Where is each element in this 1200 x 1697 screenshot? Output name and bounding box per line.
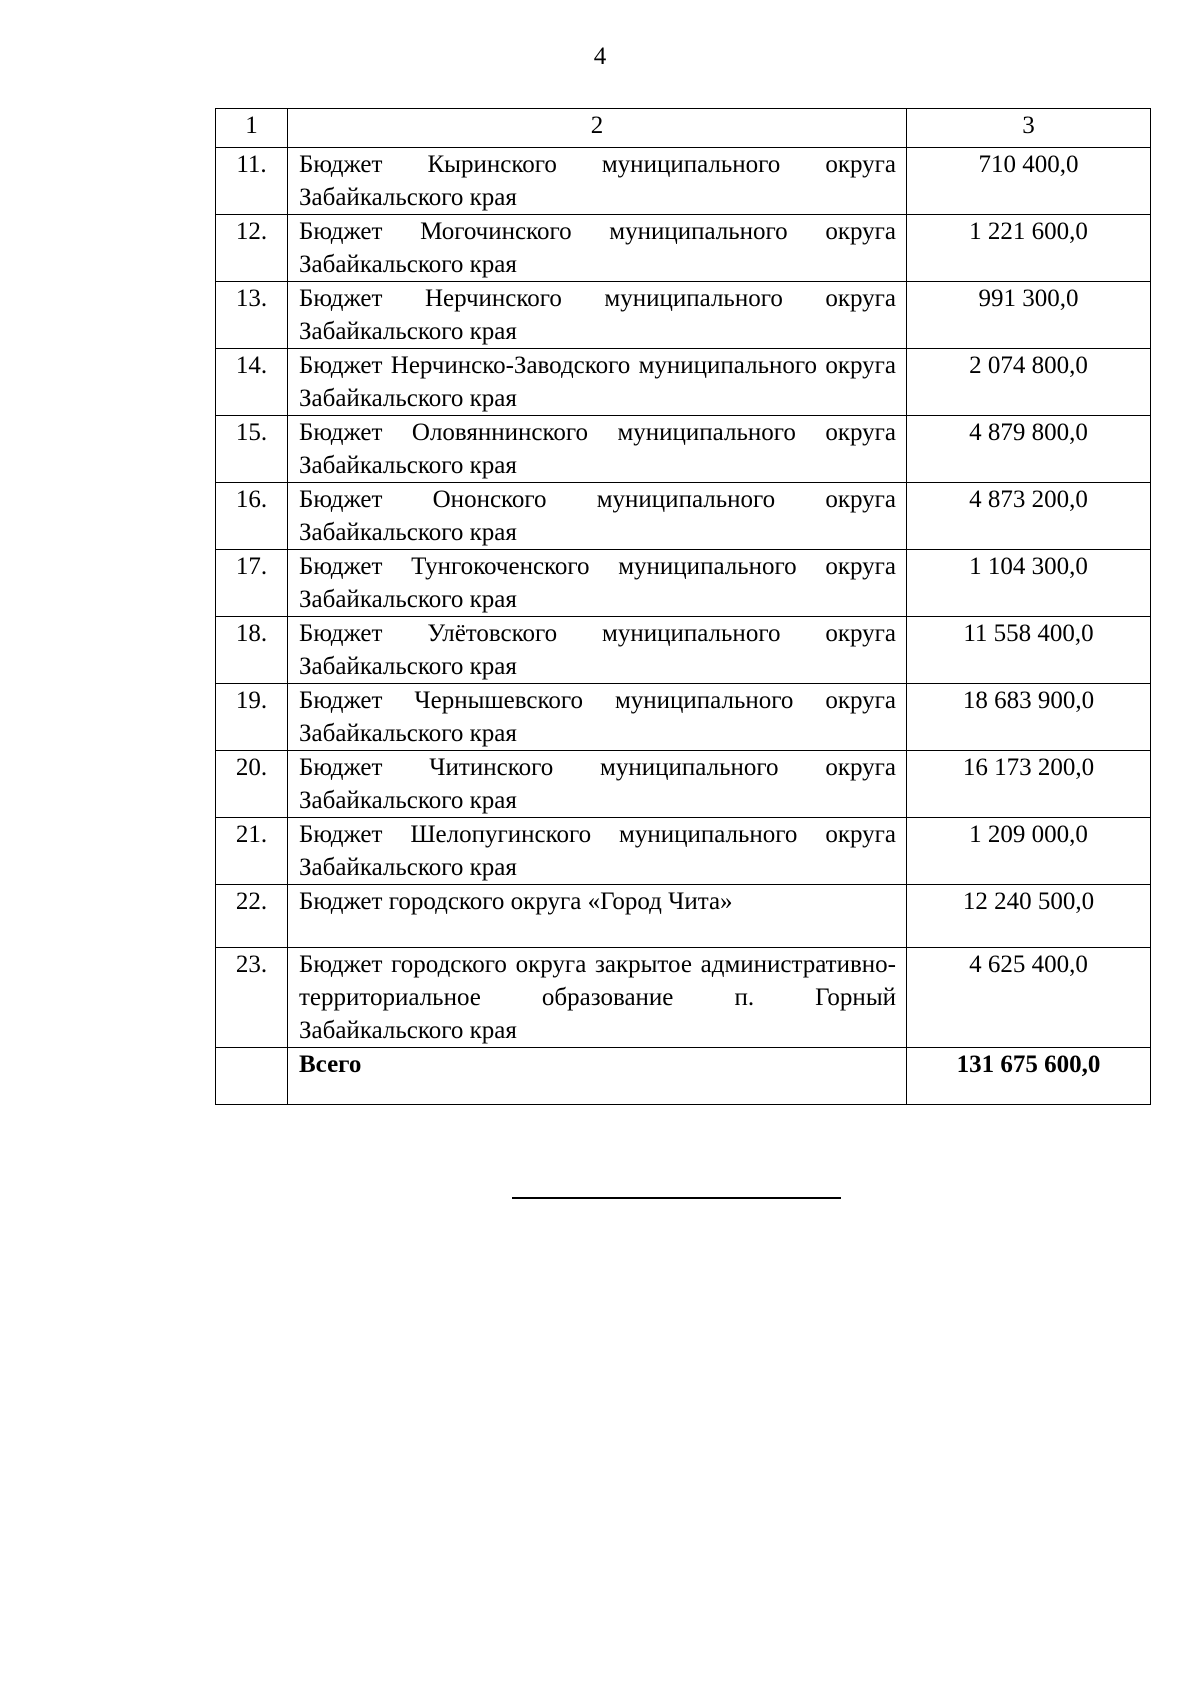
budget-amount: 4 873 200,0 — [907, 483, 1151, 550]
table-row — [216, 550, 1151, 617]
column-header-3: 3 — [907, 109, 1151, 148]
budget-amount: 16 173 200,0 — [907, 751, 1151, 818]
budget-name: Бюджет Тунгокоченского муниципального округа Забайкальского края — [288, 550, 907, 617]
page-number: 4 — [593, 43, 607, 70]
budget-name: Бюджет городского округа закрытое административно-территориальное образование п. Горный Забайкальского края — [288, 948, 907, 1048]
budget-table — [215, 108, 1151, 1105]
row-number: 14. — [216, 349, 288, 416]
budget-name: Бюджет Нерчинского муниципального округа Забайкальского края — [288, 282, 907, 349]
budget-name: Бюджет Оловяннинского муниципального округа Забайкальского края — [288, 416, 907, 483]
budget-name: Бюджет городского округа «Город Чита» — [288, 885, 907, 948]
table-row — [216, 818, 1151, 885]
row-number: 13. — [216, 282, 288, 349]
table-row — [216, 282, 1151, 349]
row-number: 21. — [216, 818, 288, 885]
budget-amount: 11 558 400,0 — [907, 617, 1151, 684]
row-number: 16. — [216, 483, 288, 550]
budget-name: Бюджет Нерчинско-Заводского муниципального округа Забайкальского края — [288, 349, 907, 416]
budget-name: Бюджет Могочинского муниципального округа Забайкальского края — [288, 215, 907, 282]
table-row — [216, 617, 1151, 684]
table-header-row — [216, 109, 1151, 148]
budget-amount: 1 209 000,0 — [907, 818, 1151, 885]
budget-amount: 4 879 800,0 — [907, 416, 1151, 483]
total-row — [216, 1048, 1151, 1105]
row-number: 11. — [216, 148, 288, 215]
budget-amount: 12 240 500,0 — [907, 885, 1151, 948]
row-number: 22. — [216, 885, 288, 948]
table-row — [216, 416, 1151, 483]
column-header-1: 1 — [216, 109, 288, 148]
row-number: 18. — [216, 617, 288, 684]
budget-amount: 2 074 800,0 — [907, 349, 1151, 416]
end-divider-line — [512, 1197, 841, 1199]
total-amount: 131 675 600,0 — [907, 1048, 1151, 1105]
row-number: 23. — [216, 948, 288, 1048]
budget-amount: 18 683 900,0 — [907, 684, 1151, 751]
total-label: Всего — [288, 1048, 907, 1105]
table-row — [216, 349, 1151, 416]
row-number: 17. — [216, 550, 288, 617]
total-number — [216, 1048, 288, 1105]
budget-amount: 1 104 300,0 — [907, 550, 1151, 617]
row-number: 12. — [216, 215, 288, 282]
table-row — [216, 684, 1151, 751]
column-header-2: 2 — [288, 109, 907, 148]
table-row — [216, 751, 1151, 818]
budget-name: Бюджет Чернышевского муниципального округа Забайкальского края — [288, 684, 907, 751]
table-row — [216, 215, 1151, 282]
row-number: 19. — [216, 684, 288, 751]
table-row — [216, 885, 1151, 948]
table-row — [216, 483, 1151, 550]
budget-amount: 4 625 400,0 — [907, 948, 1151, 1048]
budget-amount: 1 221 600,0 — [907, 215, 1151, 282]
row-number: 15. — [216, 416, 288, 483]
row-number: 20. — [216, 751, 288, 818]
table-row — [216, 148, 1151, 215]
budget-name: Бюджет Читинского муниципального округа Забайкальского края — [288, 751, 907, 818]
budget-amount: 710 400,0 — [907, 148, 1151, 215]
table-row — [216, 948, 1151, 1048]
budget-name: Бюджет Улётовского муниципального округа Забайкальского края — [288, 617, 907, 684]
budget-amount: 991 300,0 — [907, 282, 1151, 349]
budget-name: Бюджет Ононского муниципального округа Забайкальского края — [288, 483, 907, 550]
budget-name: Бюджет Кыринского муниципального округа Забайкальского края — [288, 148, 907, 215]
budget-name: Бюджет Шелопугинского муниципального округа Забайкальского края — [288, 818, 907, 885]
